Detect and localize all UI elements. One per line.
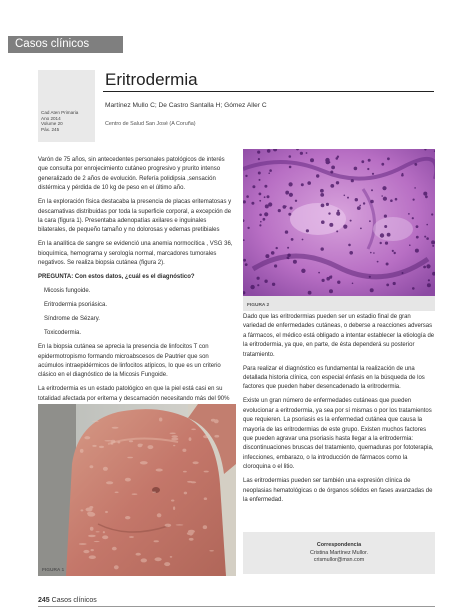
body-paragraph: La eritrodermia es un estado patológico en que la piel está casi en su totalidad afectada por eritema y descamación necesitando más del 90%: [38, 386, 230, 402]
body-paragraph: En la analítica de sangre se evidenció una anemia normocítica , VSG 36, bioquímica, hemograma y serología normal, marcadores tumorales negativos. Se realiza biopsia cutánea (figura 2).: [38, 241, 233, 267]
figure-1-label: FIGURA 1: [42, 568, 65, 573]
body-paragraph: En la exploración física destacaba la presencia de placas eritematosas y descamativas distribuidas por toda la superficie corporal, a excepción de la cara (figura 1). Presentaba adenopatías axilares e inguinales bilaterales, de pequeño tamaño y no dolorosas y edemas pretibiales: [38, 199, 232, 234]
left-column: [38, 156, 236, 418]
figure-2-biopsy: [243, 149, 435, 311]
body-paragraph: Dado que las eritrodermias pueden ser un estadio final de gran variedad de enfermedades cutáneas, o deberse a reacciones adversas a fármacos, el médico está obligado a intentar establecer la etiología de la eritrodermia, ya que, en parte, de ésta dependerá su posterior tratamiento.: [243, 314, 435, 358]
body-paragraph: Existe un gran número de enfermedades cutáneas que pueden evolucionar a eritrodermia, ya sea por sí mismas o por los tratamientos que requieren. La psoriasis es la enfermedad cutánea que causa la mayoría de las eritrodermias de este grupo. Existen muchos factores que pueden agravar una psoriasis hasta llegar a la eritrodermia: discontinuaciones bruscas del tratamiento, quemaduras por fototerapia, infecciones, embarazo, o la introducción de fármacos como la cloroquina o el litio.: [243, 398, 434, 471]
body-paragraph: Para realizar el diagnóstico es fundamental la realización de una detallada historia clínica, con especial énfasis en la búsqueda de los factores que pueden haber desencadenado la eritrodermia.: [243, 365, 425, 391]
body-paragraph: Las eritrodermias pueden ser también una expresión clínica de neoplasias hematológicas o de órganos sólidos en fases avanzadas de la enfermedad.: [243, 478, 433, 504]
correspondence-box: [243, 532, 435, 574]
correspondence-email[interactable]: crismullor@msn.com: [313, 557, 365, 564]
page-number: 245: [38, 597, 50, 604]
answer-option: Micosis fungoide.: [44, 288, 91, 295]
article-authors: Martínez Mullo C; De Castro Santalla H; Gómez Aller C: [105, 102, 267, 109]
article-affiliation: Centro de Salud San José (A Coruña): [105, 121, 196, 127]
journal-meta-line: Páx. 245: [41, 126, 60, 132]
figure-1-photo: [38, 404, 236, 576]
answer-option: Síndrome de Sézary.: [44, 316, 100, 323]
right-column: [243, 313, 435, 510]
journal-meta-line: Ano 2014: [41, 115, 61, 121]
section-tag: Casos clínicos: [8, 36, 123, 53]
correspondence-title: Correspondencia: [316, 542, 362, 548]
body-paragraph: En la biopsia cutánea se aprecia la presencia de linfocitos T con epidermotropismo formando microabscesos de Pautrier que son acúmulos intraepidérmicos de linfocitos atípicos, lo que es un criterio clásico en el diagnóstico de la Micosis Fungoide.: [38, 344, 221, 379]
clinical-photo: [38, 404, 236, 576]
article-title: Eritrodermia: [105, 70, 198, 89]
answer-option: Eritrodermia psoriásica.: [44, 302, 108, 309]
body-paragraph: Varón de 75 años, sin antecedentes personales patológicos de interés que consulta por enrojecimiento cutáneo progresivo y prurito intenso generalizado de 2 años de evolución. Refería polidipsia ,sensación distérmica y pérdida de 10 kg de peso en el último año.: [38, 157, 225, 192]
figure-2-label: FIGURA 2: [247, 303, 270, 308]
page-footer: [38, 597, 97, 604]
footer-divider: [38, 606, 435, 607]
footer-section: Casos clínicos: [51, 597, 97, 604]
correspondence-name: Cristina Martínez Mullor.: [309, 549, 369, 556]
journal-meta-line: Volume 20: [41, 121, 63, 127]
question: PREGUNTA: Con estos datos, ¿cuál es el diagnóstico?: [38, 274, 195, 281]
journal-meta-line: Cad Aten Primaria: [41, 110, 79, 115]
title-divider: [103, 91, 434, 92]
journal-meta: [38, 70, 95, 142]
histology-image: [243, 149, 435, 296]
answer-option: Toxicodermia.: [44, 330, 82, 337]
